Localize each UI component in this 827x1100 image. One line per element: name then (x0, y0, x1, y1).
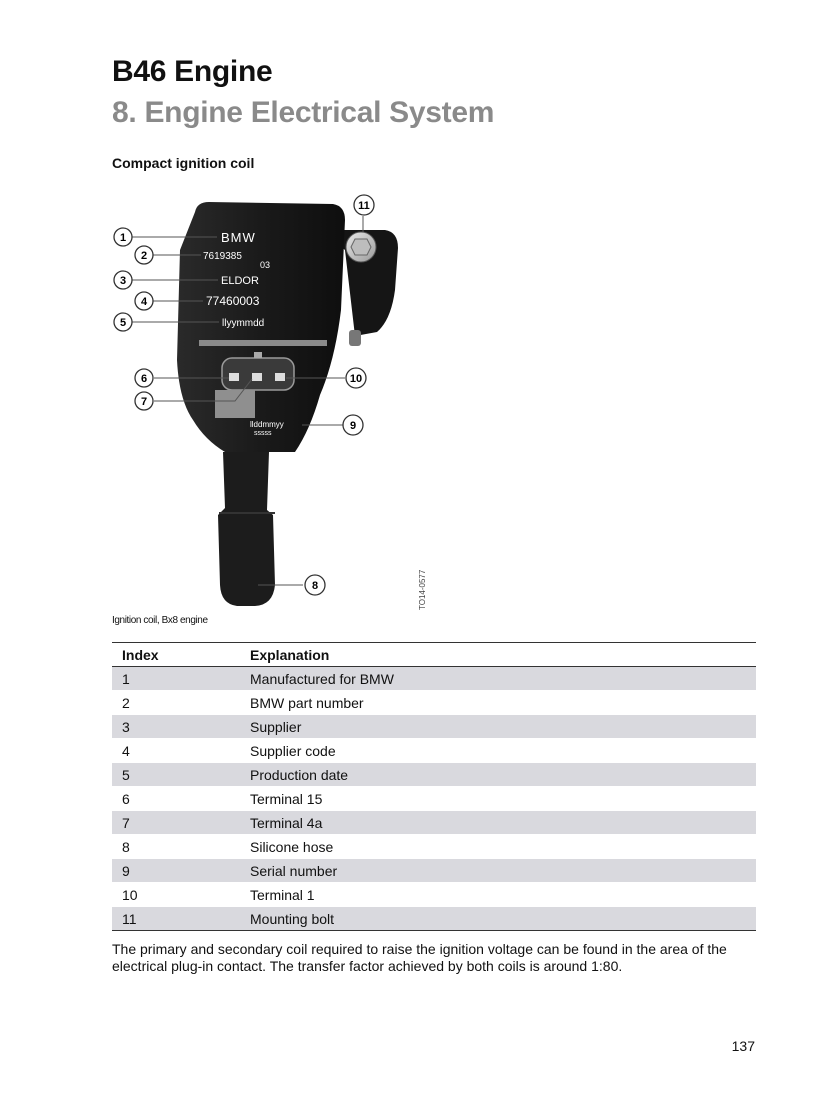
chapter-subtitle: 8. Engine Electrical System (112, 96, 495, 129)
callout-11 (354, 195, 374, 215)
index-table (112, 642, 756, 931)
coil-label-production-date: llyymmdd (222, 318, 265, 329)
terminal-15-pin (229, 373, 239, 381)
cell-index: 1 (112, 667, 240, 691)
cell-index: 9 (112, 859, 240, 883)
table-row (112, 811, 756, 835)
table-row (112, 859, 756, 883)
terminal-1-pin (275, 373, 285, 381)
svg-text:3: 3 (119, 275, 127, 287)
cell-index: 2 (112, 691, 240, 715)
cell-explanation: Serial number (240, 859, 756, 883)
table-row (112, 787, 756, 811)
cell-index: 8 (112, 835, 240, 859)
cell-explanation: Supplier (240, 715, 756, 739)
cell-explanation: Terminal 4a (240, 811, 756, 835)
cell-index: 11 (112, 907, 240, 931)
ignition-coil-figure (105, 190, 435, 615)
table-row (112, 907, 756, 931)
cell-index: 4 (112, 739, 240, 763)
cell-explanation: Terminal 15 (240, 787, 756, 811)
callout-3 (114, 271, 132, 289)
coil-label-serial-2: sssss (254, 430, 272, 437)
cell-explanation: Terminal 1 (240, 883, 756, 907)
svg-text:9: 9 (349, 420, 357, 432)
svg-text:2: 2 (140, 250, 148, 262)
cell-index: 10 (112, 883, 240, 907)
table-row (112, 739, 756, 763)
coil-label-part-suffix: 03 (260, 260, 271, 270)
cell-explanation: Mounting bolt (240, 907, 756, 931)
coil-label-supplier: ELDOR (221, 275, 259, 287)
coil-label-part-number: 7619385 (203, 251, 242, 262)
callout-10 (346, 368, 366, 388)
body-stripe (199, 340, 327, 346)
callout-8 (305, 575, 325, 595)
ignition-coil-illustration (105, 190, 435, 615)
page-number: 137 (731, 1038, 755, 1054)
cell-explanation: Supplier code (240, 739, 756, 763)
connector-latch (254, 352, 262, 358)
callout-1 (114, 228, 132, 246)
svg-text:11: 11 (358, 200, 370, 212)
table-header-row (112, 643, 756, 667)
coil-label-serial-1: llddmmyy (250, 420, 284, 429)
callout-6 (135, 369, 153, 387)
terminal-4a-pin (252, 373, 262, 381)
column-header-index: Index (112, 643, 240, 667)
cell-index: 6 (112, 787, 240, 811)
callout-4 (135, 292, 153, 310)
cell-explanation: Manufactured for BMW (240, 667, 756, 691)
cell-index: 5 (112, 763, 240, 787)
table-row (112, 835, 756, 859)
figure-caption: Ignition coil, Bx8 engine (112, 615, 208, 626)
bracket-pin (349, 330, 361, 346)
column-header-explanation: Explanation (240, 643, 756, 667)
page-title: B46 Engine (112, 55, 273, 88)
cell-explanation: Production date (240, 763, 756, 787)
svg-text:6: 6 (140, 373, 148, 385)
coil-label-supplier-code: 77460003 (206, 294, 260, 308)
cell-explanation: BMW part number (240, 691, 756, 715)
callout-7 (135, 392, 153, 410)
callout-9 (343, 415, 363, 435)
connector-housing (215, 390, 255, 418)
svg-text:5: 5 (119, 317, 127, 329)
silicone-hose (218, 452, 275, 606)
svg-text:1: 1 (119, 232, 127, 244)
svg-text:8: 8 (311, 580, 319, 592)
cell-index: 7 (112, 811, 240, 835)
callout-5 (114, 313, 132, 331)
table-row (112, 691, 756, 715)
svg-text:10: 10 (349, 373, 363, 385)
svg-text:7: 7 (140, 396, 148, 408)
table-row (112, 715, 756, 739)
svg-text:4: 4 (140, 296, 148, 308)
coil-label-brand: BMW (221, 230, 256, 245)
body-paragraph: The primary and secondary coil required to raise the ignition voltage can be found in the area of the electrical plug-in contact. The transfer factor achieved by both coils is around 1:80. (112, 941, 727, 974)
cell-index: 3 (112, 715, 240, 739)
table-row (112, 883, 756, 907)
cell-explanation: Silicone hose (240, 835, 756, 859)
section-heading: Compact ignition coil (112, 155, 255, 171)
callout-2 (135, 246, 153, 264)
figure-ref-code: TO14-0577 (418, 569, 427, 610)
table-row (112, 667, 756, 691)
table-row (112, 763, 756, 787)
